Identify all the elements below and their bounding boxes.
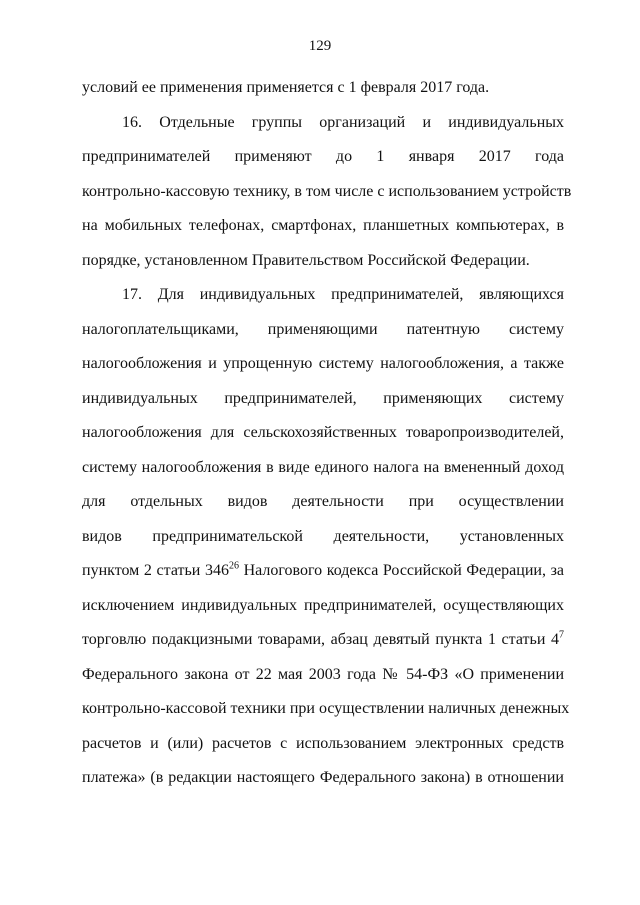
text-line: Федерального закона от 22 мая 2003 года № 54-ФЗ «О применении: [82, 665, 564, 683]
text-line: платежа» (в редакции настоящего Федерального закона) в отношении: [82, 769, 564, 786]
paragraph-17: [82, 284, 570, 802]
document-body: [82, 77, 572, 802]
text-segment: торговлю подакцизными товарами, абзац девятый пункта 1 статьи 4: [82, 631, 559, 648]
text-line: условий ее применения применяется с 1 февраля 2017 года.: [82, 79, 490, 96]
page-number: 129: [308, 38, 332, 54]
text-line: налогоплательщиками, применяющими патентную систему: [82, 320, 564, 338]
text-line: исключением индивидуальных предпринимателей, осуществляющих: [82, 596, 564, 614]
superscript-26: 26: [228, 560, 239, 572]
text-line: контрольно-кассовую технику, в том числе с использованием устройств: [82, 182, 572, 200]
text-line-with-superscript: [82, 629, 564, 664]
superscript-7: 7: [559, 629, 564, 641]
text-segment: пунктом 2 статьи 346: [82, 562, 229, 579]
text-line: систему налогообложения в виде единого налога на вмененный доход: [82, 458, 564, 476]
text-segment: Налогового кодекса Российской Федерации, за: [238, 562, 564, 579]
text-line: предпринимателей применяют до 1 января 2017 года: [82, 148, 564, 165]
text-line-with-superscript: [82, 560, 564, 595]
text-line: 17. Для индивидуальных предпринимателей, являющихся: [122, 286, 564, 303]
text-line: контрольно-кассовой техники при осуществлении наличных денежных: [82, 700, 570, 717]
text-line: налогообложения для сельскохозяйственных товаропроизводителей,: [82, 424, 564, 441]
text-line: видов предпринимательской деятельности, установленных: [82, 527, 564, 545]
text-line: для отдельных видов деятельности при осуществлении: [82, 493, 564, 510]
text-line: 16. Отдельные группы организаций и индивидуальных: [122, 113, 564, 131]
text-line: на мобильных телефонах, смартфонах, планшетных компьютерах, в: [82, 217, 564, 234]
text-line: индивидуальных предпринимателей, применяющих систему: [82, 389, 564, 407]
text-line: порядке, установленном Правительством Российской Федерации.: [82, 251, 530, 269]
text-line: расчетов и (или) расчетов с использованием электронных средств: [82, 734, 564, 752]
paragraph-15-tail: [82, 77, 564, 112]
paragraph-16: [82, 112, 572, 285]
text-line: налогообложения и упрощенную систему налогообложения, а также: [82, 355, 564, 372]
